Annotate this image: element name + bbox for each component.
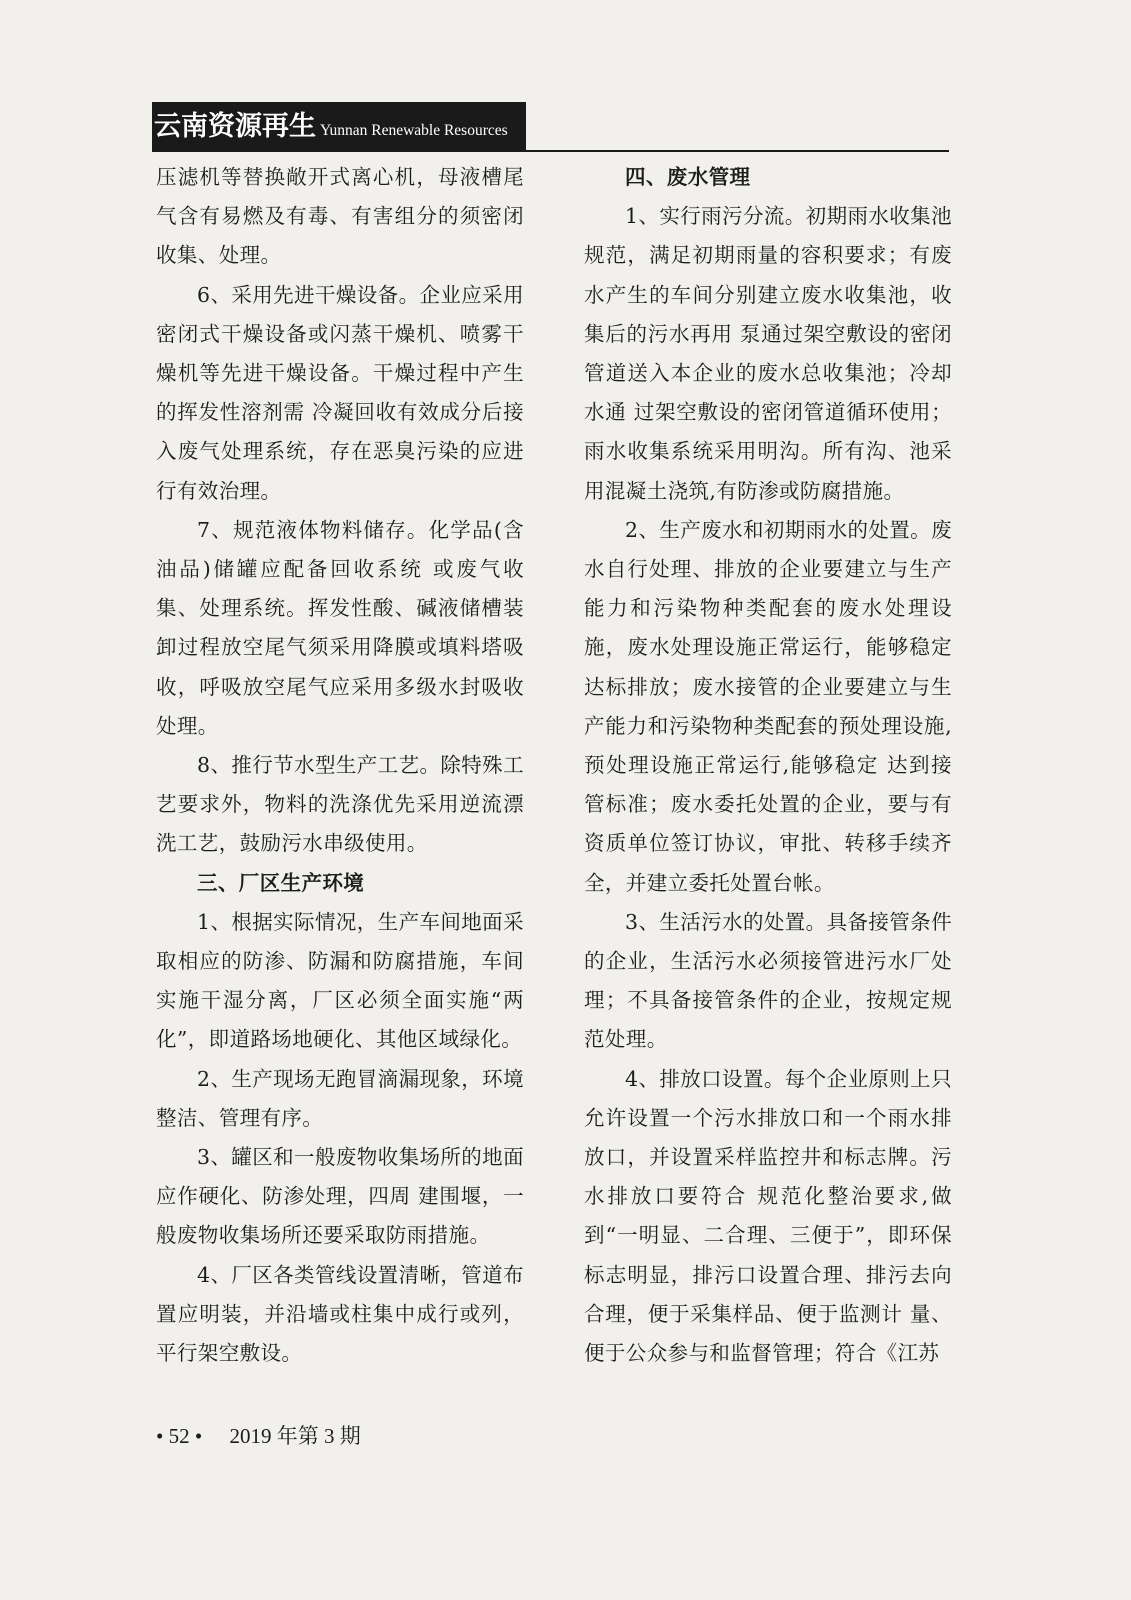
section-heading: 三、厂区生产环境: [197, 870, 365, 895]
paragraph: 4、排放口设置。每个企业原则上只允许设置一个污水排放口和一个雨水排放口，并设置采样监控井和标志牌。污水排放口要符合 规范化整治要求,做到“一明显、二合理、三便于”，即环保标志明显，排污口设置合理、排污去向合理，便于采集样品、便于监测计 量、便于公众参与和监督管理；符合《江苏: [584, 1066, 952, 1366]
paragraph: 3、生活污水的处置。具备接管条件的企业，生活污水必须接管进污水厂处理；不具备接管条件的企业，按规定规范处理。: [584, 909, 952, 1052]
paragraph: 1、根据实际情况，生产车间地面采取相应的防渗、防漏和防腐措施，车间实施干湿分离，厂区必须全面实施“两化”，即道路场地硬化、其他区域绿化。: [156, 909, 524, 1052]
page-footer: [156, 1420, 361, 1450]
paragraph: 7、规范液体物料储存。化学品(含油品)储罐应配备回收系统 或废气收集、处理系统。挥发性酸、碱液储槽装卸过程放空尾气须采用降膜或填料塔吸收，呼吸放空尾气应采用多级水封吸收处理。: [156, 517, 524, 738]
left-column: [156, 158, 524, 1373]
section-heading: 四、废水管理: [625, 165, 751, 189]
journal-title-en: Yunnan Renewable Resources: [320, 122, 508, 139]
paragraph: 压滤机等替换敞开式离心机，母液槽尾气含有易燃及有毒、有害组分的须密闭收集、处理。: [156, 165, 524, 268]
right-column: [584, 158, 952, 1373]
paragraph: 2、生产现场无跑冒滴漏现象，环境整洁、管理有序。: [156, 1066, 524, 1130]
page-number: • 52 •: [156, 1424, 203, 1448]
paragraph: 6、采用先进干燥设备。企业应采用密闭式干燥设备或闪蒸干燥机、喷雾干燥机等先进干燥设备。干燥过程中产生的挥发性溶剂需 冷凝回收有效成分后接入废气处理系统，存在恶臭污染的应进行有效治理。: [156, 282, 524, 503]
paragraph: 3、罐区和一般废物收集场所的地面应作硬化、防渗处理，四周 建围堰，一般废物收集场所还要采取防雨措施。: [156, 1145, 524, 1248]
journal-header: [152, 102, 526, 150]
paragraph: 8、推行节水型生产工艺。除特殊工艺要求外，物料的洗涤优先采用逆流漂洗工艺，鼓励污水串级使用。: [156, 753, 524, 856]
issue-label: 2019 年第 3 期: [229, 1424, 361, 1448]
paragraph: 2、生产废水和初期雨水的处置。废水自行处理、排放的企业要建立与生产能力和污染物种类配套的废水处理设施，废水处理设施正常运行，能够稳定达标排放；废水接管的企业要建立与生产能力和污染物种类配套的预处理设施,预处理设施正常运行,能够稳定 达到接管标准；废水委托处置的企业，要与有资质单位签订协议，审批、转移手续齐全，并建立委托处置台帐。: [584, 517, 952, 895]
paragraph: 4、厂区各类管线设置清晰，管道布置应明装，并沿墙或柱集中成行或列，平行架空敷设。: [156, 1262, 524, 1366]
header-rule: [152, 150, 949, 152]
journal-title-cn: 云南资源再生: [154, 111, 316, 142]
paragraph: 1、实行雨污分流。初期雨水收集池规范，满足初期雨量的容积要求；有废水产生的车间分别建立废水收集池，收集后的污水再用 泵通过架空敷设的密闭管道送入本企业的废水总收集池；冷却水通 过架空敷设的密闭管道循环使用；雨水收集系统采用明沟。所有沟、池采用混凝土浇筑,有防渗或防腐措施。: [584, 204, 952, 503]
